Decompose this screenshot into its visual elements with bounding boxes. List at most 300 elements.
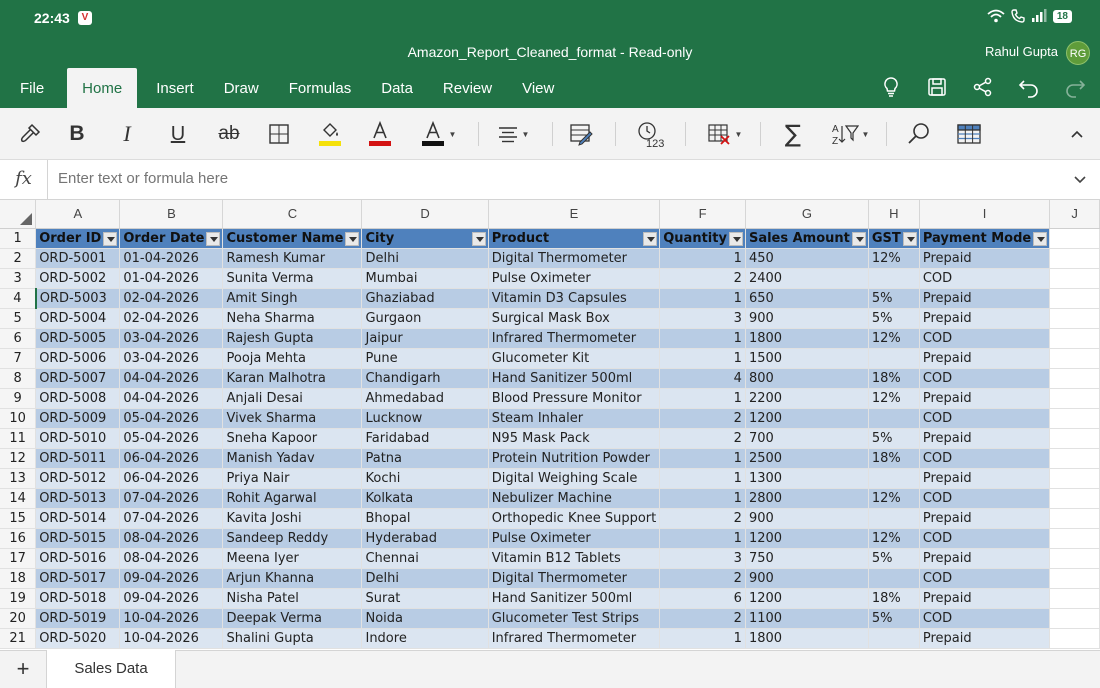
data-cell[interactable]: Deepak Verma bbox=[223, 608, 362, 628]
data-cell[interactable]: 1 bbox=[660, 528, 746, 548]
empty-cell[interactable] bbox=[1050, 488, 1100, 508]
data-cell[interactable] bbox=[868, 268, 919, 288]
spreadsheet-grid[interactable] bbox=[0, 200, 1100, 650]
table-row[interactable] bbox=[0, 368, 1100, 388]
data-cell[interactable] bbox=[868, 408, 919, 428]
data-cell[interactable]: 03-04-2026 bbox=[120, 348, 223, 368]
table-row[interactable] bbox=[0, 408, 1100, 428]
data-cell[interactable]: COD bbox=[919, 568, 1049, 588]
data-cell[interactable]: ORD-5002 bbox=[36, 268, 120, 288]
data-cell[interactable]: 650 bbox=[745, 288, 868, 308]
table-header-cell[interactable] bbox=[223, 228, 362, 248]
data-cell[interactable]: 01-04-2026 bbox=[120, 248, 223, 268]
data-cell[interactable]: Digital Thermometer bbox=[488, 248, 660, 268]
column-header-d[interactable]: D bbox=[362, 200, 488, 228]
empty-cell[interactable] bbox=[1050, 468, 1100, 488]
data-cell[interactable]: Surat bbox=[362, 588, 488, 608]
tab-home[interactable]: Home bbox=[67, 68, 137, 108]
data-cell[interactable]: Prepaid bbox=[919, 428, 1049, 448]
data-cell[interactable]: Sunita Verma bbox=[223, 268, 362, 288]
data-cell[interactable]: 12% bbox=[868, 248, 919, 268]
data-cell[interactable]: ORD-5001 bbox=[36, 248, 120, 268]
data-cell[interactable]: Patna bbox=[362, 448, 488, 468]
data-cell[interactable]: Sandeep Reddy bbox=[223, 528, 362, 548]
data-cell[interactable]: 1800 bbox=[745, 328, 868, 348]
data-cell[interactable]: Vitamin D3 Capsules bbox=[488, 288, 660, 308]
data-cell[interactable]: Prepaid bbox=[919, 308, 1049, 328]
empty-cell[interactable] bbox=[1050, 248, 1100, 268]
data-cell[interactable]: 1200 bbox=[745, 588, 868, 608]
chevron-down-icon[interactable] bbox=[1072, 171, 1088, 187]
data-cell[interactable]: Prepaid bbox=[919, 588, 1049, 608]
borders-icon[interactable] bbox=[266, 120, 292, 148]
table-row[interactable] bbox=[0, 288, 1100, 308]
empty-cell[interactable] bbox=[1050, 528, 1100, 548]
row-header[interactable]: 3 bbox=[0, 268, 36, 288]
data-cell[interactable]: ORD-5003 bbox=[36, 288, 120, 308]
row-header[interactable]: 10 bbox=[0, 408, 36, 428]
tab-view[interactable]: View bbox=[522, 80, 555, 97]
function-icon[interactable]: fx bbox=[0, 160, 48, 199]
data-cell[interactable]: 1300 bbox=[745, 468, 868, 488]
data-cell[interactable]: 1 bbox=[660, 388, 746, 408]
lightbulb-icon[interactable] bbox=[880, 76, 902, 98]
data-cell[interactable]: 12% bbox=[868, 488, 919, 508]
data-cell[interactable]: ORD-5014 bbox=[36, 508, 120, 528]
data-cell[interactable]: 2500 bbox=[745, 448, 868, 468]
data-cell[interactable]: Infrared Thermometer bbox=[488, 328, 660, 348]
data-cell[interactable]: 10-04-2026 bbox=[120, 608, 223, 628]
share-icon[interactable] bbox=[972, 76, 994, 98]
number-format-icon[interactable] bbox=[633, 120, 667, 148]
data-cell[interactable]: 12% bbox=[868, 528, 919, 548]
table-row[interactable] bbox=[0, 508, 1100, 528]
data-cell[interactable]: 09-04-2026 bbox=[120, 588, 223, 608]
empty-cell[interactable] bbox=[1050, 628, 1100, 648]
data-cell[interactable]: ORD-5012 bbox=[36, 468, 120, 488]
data-cell[interactable]: 10-04-2026 bbox=[120, 628, 223, 648]
tab-data[interactable]: Data bbox=[381, 80, 413, 97]
strikethrough-icon[interactable]: ab bbox=[218, 123, 240, 144]
data-cell[interactable] bbox=[868, 468, 919, 488]
data-cell[interactable]: 900 bbox=[745, 508, 868, 528]
column-header-a[interactable]: A bbox=[36, 200, 120, 228]
data-cell[interactable]: 02-04-2026 bbox=[120, 288, 223, 308]
underline-icon[interactable]: U bbox=[170, 122, 186, 145]
data-cell[interactable]: COD bbox=[919, 408, 1049, 428]
table-row[interactable] bbox=[0, 248, 1100, 268]
table-row[interactable] bbox=[0, 488, 1100, 508]
data-cell[interactable]: 12% bbox=[868, 388, 919, 408]
empty-cell[interactable] bbox=[1050, 388, 1100, 408]
empty-cell[interactable] bbox=[1050, 368, 1100, 388]
table-header-cell[interactable] bbox=[36, 228, 120, 248]
empty-cell[interactable] bbox=[1050, 508, 1100, 528]
data-cell[interactable]: Kochi bbox=[362, 468, 488, 488]
table-header-cell[interactable] bbox=[868, 228, 919, 248]
table-row[interactable] bbox=[0, 528, 1100, 548]
column-header-c[interactable]: C bbox=[223, 200, 362, 228]
row-header[interactable]: 1 bbox=[0, 228, 36, 248]
data-cell[interactable]: 1 bbox=[660, 348, 746, 368]
autosum-icon[interactable]: ∑ bbox=[784, 120, 802, 148]
data-cell[interactable]: Meena Iyer bbox=[223, 548, 362, 568]
data-cell[interactable]: Gurgaon bbox=[362, 308, 488, 328]
column-header-h[interactable]: H bbox=[868, 200, 919, 228]
row-header[interactable]: 7 bbox=[0, 348, 36, 368]
data-cell[interactable]: 900 bbox=[745, 308, 868, 328]
data-cell[interactable]: Steam Inhaler bbox=[488, 408, 660, 428]
data-cell[interactable]: ORD-5004 bbox=[36, 308, 120, 328]
data-cell[interactable]: 1200 bbox=[745, 408, 868, 428]
data-cell[interactable]: Digital Weighing Scale bbox=[488, 468, 660, 488]
data-cell[interactable]: ORD-5010 bbox=[36, 428, 120, 448]
filter-dropdown-icon[interactable] bbox=[852, 232, 866, 246]
empty-cell[interactable] bbox=[1050, 588, 1100, 608]
data-cell[interactable]: 2200 bbox=[745, 388, 868, 408]
data-cell[interactable]: ORD-5006 bbox=[36, 348, 120, 368]
data-cell[interactable]: 2 bbox=[660, 508, 746, 528]
align-icon[interactable] bbox=[493, 120, 533, 148]
column-header-b[interactable]: B bbox=[120, 200, 223, 228]
sheet-tab-sales-data[interactable]: Sales Data bbox=[46, 650, 176, 688]
data-cell[interactable]: 09-04-2026 bbox=[120, 568, 223, 588]
data-cell[interactable]: Chandigarh bbox=[362, 368, 488, 388]
data-cell[interactable]: 1800 bbox=[745, 628, 868, 648]
table-row[interactable] bbox=[0, 388, 1100, 408]
empty-cell[interactable] bbox=[1050, 228, 1100, 248]
row-header[interactable]: 15 bbox=[0, 508, 36, 528]
data-cell[interactable]: 1 bbox=[660, 328, 746, 348]
data-cell[interactable]: Noida bbox=[362, 608, 488, 628]
filter-dropdown-icon[interactable] bbox=[643, 232, 657, 246]
data-cell[interactable]: ORD-5017 bbox=[36, 568, 120, 588]
data-cell[interactable]: Glucometer Test Strips bbox=[488, 608, 660, 628]
data-cell[interactable]: Neha Sharma bbox=[223, 308, 362, 328]
save-icon[interactable] bbox=[926, 76, 948, 98]
data-cell[interactable]: Infrared Thermometer bbox=[488, 628, 660, 648]
format-painter-icon[interactable] bbox=[16, 120, 44, 148]
row-header[interactable]: 18 bbox=[0, 568, 36, 588]
table-icon[interactable] bbox=[955, 120, 983, 148]
formula-input[interactable] bbox=[58, 170, 1038, 187]
data-cell[interactable]: Faridabad bbox=[362, 428, 488, 448]
data-cell[interactable]: Surgical Mask Box bbox=[488, 308, 660, 328]
table-header-cell[interactable] bbox=[745, 228, 868, 248]
table-header-cell[interactable] bbox=[660, 228, 746, 248]
collapse-ribbon-icon[interactable] bbox=[1064, 120, 1090, 148]
redo-icon[interactable] bbox=[1064, 76, 1086, 98]
empty-cell[interactable] bbox=[1050, 348, 1100, 368]
filter-dropdown-icon[interactable] bbox=[729, 232, 743, 246]
data-cell[interactable]: 18% bbox=[868, 448, 919, 468]
data-cell[interactable]: Prepaid bbox=[919, 348, 1049, 368]
data-cell[interactable] bbox=[868, 508, 919, 528]
data-cell[interactable]: Hyderabad bbox=[362, 528, 488, 548]
column-header-f[interactable]: F bbox=[660, 200, 746, 228]
data-cell[interactable]: COD bbox=[919, 268, 1049, 288]
row-header[interactable]: 19 bbox=[0, 588, 36, 608]
data-cell[interactable]: 2 bbox=[660, 428, 746, 448]
data-cell[interactable]: COD bbox=[919, 488, 1049, 508]
data-cell[interactable]: Prepaid bbox=[919, 288, 1049, 308]
row-header[interactable]: 21 bbox=[0, 628, 36, 648]
table-row[interactable] bbox=[0, 468, 1100, 488]
bold-icon[interactable]: B bbox=[69, 122, 85, 145]
data-cell[interactable]: 3 bbox=[660, 548, 746, 568]
table-header-cell[interactable] bbox=[488, 228, 660, 248]
data-cell[interactable]: Orthopedic Knee Support bbox=[488, 508, 660, 528]
data-cell[interactable]: Bhopal bbox=[362, 508, 488, 528]
data-cell[interactable]: 5% bbox=[868, 548, 919, 568]
data-cell[interactable]: Pune bbox=[362, 348, 488, 368]
data-cell[interactable]: Lucknow bbox=[362, 408, 488, 428]
tab-review[interactable]: Review bbox=[442, 80, 493, 97]
data-cell[interactable]: 1200 bbox=[745, 528, 868, 548]
data-cell[interactable]: 5% bbox=[868, 288, 919, 308]
row-header[interactable]: 5 bbox=[0, 308, 36, 328]
data-cell[interactable]: Rohit Agarwal bbox=[223, 488, 362, 508]
data-cell[interactable]: 1 bbox=[660, 468, 746, 488]
table-header-cell[interactable] bbox=[919, 228, 1049, 248]
italic-icon[interactable]: I bbox=[123, 121, 131, 146]
data-cell[interactable]: COD bbox=[919, 368, 1049, 388]
data-cell[interactable]: 5% bbox=[868, 308, 919, 328]
data-cell[interactable]: Arjun Khanna bbox=[223, 568, 362, 588]
row-header[interactable]: 17 bbox=[0, 548, 36, 568]
data-cell[interactable]: 2 bbox=[660, 608, 746, 628]
row-header[interactable]: 12 bbox=[0, 448, 36, 468]
data-cell[interactable]: COD bbox=[919, 608, 1049, 628]
tab-formulas[interactable]: Formulas bbox=[288, 80, 352, 97]
data-cell[interactable]: Chennai bbox=[362, 548, 488, 568]
data-cell[interactable]: 08-04-2026 bbox=[120, 548, 223, 568]
select-all-corner[interactable] bbox=[0, 200, 36, 228]
data-cell[interactable]: Delhi bbox=[362, 248, 488, 268]
data-cell[interactable]: ORD-5020 bbox=[36, 628, 120, 648]
data-cell[interactable]: Karan Malhotra bbox=[223, 368, 362, 388]
data-cell[interactable]: Delhi bbox=[362, 568, 488, 588]
data-cell[interactable]: Vivek Sharma bbox=[223, 408, 362, 428]
data-cell[interactable]: Nebulizer Machine bbox=[488, 488, 660, 508]
data-cell[interactable]: 18% bbox=[868, 588, 919, 608]
column-header-e[interactable]: E bbox=[488, 200, 660, 228]
data-cell[interactable]: 2 bbox=[660, 268, 746, 288]
fill-color-icon[interactable] bbox=[316, 120, 344, 148]
data-cell[interactable]: 5% bbox=[868, 608, 919, 628]
data-cell[interactable]: Pulse Oximeter bbox=[488, 268, 660, 288]
data-cell[interactable]: COD bbox=[919, 328, 1049, 348]
data-cell[interactable]: 1 bbox=[660, 448, 746, 468]
data-cell[interactable]: Jaipur bbox=[362, 328, 488, 348]
data-cell[interactable] bbox=[868, 568, 919, 588]
data-cell[interactable]: ORD-5015 bbox=[36, 528, 120, 548]
data-cell[interactable]: ORD-5009 bbox=[36, 408, 120, 428]
data-cell[interactable]: 2 bbox=[660, 408, 746, 428]
data-cell[interactable]: ORD-5008 bbox=[36, 388, 120, 408]
data-cell[interactable]: 1500 bbox=[745, 348, 868, 368]
row-header[interactable]: 11 bbox=[0, 428, 36, 448]
data-cell[interactable]: Ramesh Kumar bbox=[223, 248, 362, 268]
data-cell[interactable]: ORD-5019 bbox=[36, 608, 120, 628]
empty-cell[interactable] bbox=[1050, 268, 1100, 288]
tab-insert[interactable]: Insert bbox=[156, 80, 194, 97]
filter-dropdown-icon[interactable] bbox=[472, 232, 486, 246]
data-cell[interactable]: COD bbox=[919, 528, 1049, 548]
table-row[interactable] bbox=[0, 268, 1100, 288]
empty-cell[interactable] bbox=[1050, 288, 1100, 308]
table-row[interactable] bbox=[0, 628, 1100, 648]
data-cell[interactable]: 06-04-2026 bbox=[120, 448, 223, 468]
data-cell[interactable]: Priya Nair bbox=[223, 468, 362, 488]
data-cell[interactable]: 1 bbox=[660, 248, 746, 268]
data-cell[interactable]: 700 bbox=[745, 428, 868, 448]
data-cell[interactable]: 2 bbox=[660, 568, 746, 588]
empty-cell[interactable] bbox=[1050, 568, 1100, 588]
data-cell[interactable]: Indore bbox=[362, 628, 488, 648]
data-cell[interactable]: 3 bbox=[660, 308, 746, 328]
data-cell[interactable]: 4 bbox=[660, 368, 746, 388]
empty-cell[interactable] bbox=[1050, 328, 1100, 348]
table-row[interactable] bbox=[0, 308, 1100, 328]
row-header[interactable]: 20 bbox=[0, 608, 36, 628]
data-cell[interactable]: 5% bbox=[868, 428, 919, 448]
column-header-g[interactable]: G bbox=[745, 200, 868, 228]
data-cell[interactable]: 02-04-2026 bbox=[120, 308, 223, 328]
data-cell[interactable]: Prepaid bbox=[919, 468, 1049, 488]
data-cell[interactable]: 6 bbox=[660, 588, 746, 608]
empty-cell[interactable] bbox=[1050, 608, 1100, 628]
data-cell[interactable]: Glucometer Kit bbox=[488, 348, 660, 368]
data-cell[interactable]: 12% bbox=[868, 328, 919, 348]
font-color-icon[interactable] bbox=[366, 120, 394, 148]
table-row[interactable] bbox=[0, 548, 1100, 568]
data-cell[interactable]: 07-04-2026 bbox=[120, 488, 223, 508]
data-cell[interactable]: Hand Sanitizer 500ml bbox=[488, 368, 660, 388]
data-cell[interactable]: 750 bbox=[745, 548, 868, 568]
avatar[interactable]: RG bbox=[1066, 41, 1090, 65]
data-cell[interactable]: ORD-5016 bbox=[36, 548, 120, 568]
row-header[interactable]: 6 bbox=[0, 328, 36, 348]
data-cell[interactable]: Manish Yadav bbox=[223, 448, 362, 468]
data-cell[interactable]: ORD-5007 bbox=[36, 368, 120, 388]
data-cell[interactable]: 08-04-2026 bbox=[120, 528, 223, 548]
data-cell[interactable]: 06-04-2026 bbox=[120, 468, 223, 488]
data-cell[interactable]: Amit Singh bbox=[223, 288, 362, 308]
data-cell[interactable]: Ahmedabad bbox=[362, 388, 488, 408]
data-cell[interactable]: 1 bbox=[660, 628, 746, 648]
data-cell[interactable]: 03-04-2026 bbox=[120, 328, 223, 348]
data-cell[interactable]: Prepaid bbox=[919, 248, 1049, 268]
empty-cell[interactable] bbox=[1050, 548, 1100, 568]
row-header[interactable]: 4 bbox=[0, 288, 36, 308]
data-cell[interactable]: COD bbox=[919, 448, 1049, 468]
data-cell[interactable]: 900 bbox=[745, 568, 868, 588]
data-cell[interactable]: Anjali Desai bbox=[223, 388, 362, 408]
data-cell[interactable] bbox=[868, 628, 919, 648]
filter-dropdown-icon[interactable] bbox=[206, 232, 220, 246]
filter-dropdown-icon[interactable] bbox=[903, 232, 917, 246]
row-header[interactable]: 16 bbox=[0, 528, 36, 548]
data-cell[interactable]: 2800 bbox=[745, 488, 868, 508]
data-cell[interactable]: 05-04-2026 bbox=[120, 428, 223, 448]
table-row[interactable] bbox=[0, 348, 1100, 368]
data-cell[interactable]: Prepaid bbox=[919, 388, 1049, 408]
table-row[interactable] bbox=[0, 568, 1100, 588]
data-cell[interactable]: 800 bbox=[745, 368, 868, 388]
data-cell[interactable]: Blood Pressure Monitor bbox=[488, 388, 660, 408]
table-header-cell[interactable] bbox=[120, 228, 223, 248]
row-header[interactable]: 2 bbox=[0, 248, 36, 268]
table-row[interactable] bbox=[0, 328, 1100, 348]
tab-file[interactable]: File bbox=[20, 80, 45, 97]
row-header[interactable]: 14 bbox=[0, 488, 36, 508]
data-cell[interactable]: 1100 bbox=[745, 608, 868, 628]
row-header[interactable]: 9 bbox=[0, 388, 36, 408]
data-cell[interactable]: Protein Nutrition Powder bbox=[488, 448, 660, 468]
add-sheet-button[interactable]: + bbox=[16, 656, 30, 681]
data-cell[interactable]: ORD-5005 bbox=[36, 328, 120, 348]
data-cell[interactable]: Pooja Mehta bbox=[223, 348, 362, 368]
filter-dropdown-icon[interactable] bbox=[103, 232, 117, 246]
empty-cell[interactable] bbox=[1050, 408, 1100, 428]
row-header[interactable]: 13 bbox=[0, 468, 36, 488]
filter-dropdown-icon[interactable] bbox=[1033, 232, 1047, 246]
data-cell[interactable]: Prepaid bbox=[919, 548, 1049, 568]
tab-draw[interactable]: Draw bbox=[223, 80, 259, 97]
table-row[interactable] bbox=[0, 588, 1100, 608]
sort-filter-icon[interactable] bbox=[828, 120, 872, 148]
find-icon[interactable] bbox=[905, 120, 933, 148]
table-row[interactable] bbox=[0, 448, 1100, 468]
table-row[interactable] bbox=[0, 428, 1100, 448]
data-cell[interactable]: Digital Thermometer bbox=[488, 568, 660, 588]
data-cell[interactable]: Prepaid bbox=[919, 508, 1049, 528]
empty-cell[interactable] bbox=[1050, 448, 1100, 468]
data-cell[interactable]: Vitamin B12 Tablets bbox=[488, 548, 660, 568]
data-cell[interactable]: Nisha Patel bbox=[223, 588, 362, 608]
text-color-icon[interactable] bbox=[416, 120, 460, 148]
data-cell[interactable]: 1 bbox=[660, 288, 746, 308]
data-cell[interactable]: N95 Mask Pack bbox=[488, 428, 660, 448]
data-cell[interactable]: 2400 bbox=[745, 268, 868, 288]
data-cell[interactable]: 450 bbox=[745, 248, 868, 268]
data-cell[interactable]: ORD-5011 bbox=[36, 448, 120, 468]
data-cell[interactable]: Rajesh Gupta bbox=[223, 328, 362, 348]
data-cell[interactable]: Sneha Kapoor bbox=[223, 428, 362, 448]
data-cell[interactable]: Pulse Oximeter bbox=[488, 528, 660, 548]
column-header-j[interactable]: J bbox=[1050, 200, 1100, 228]
data-cell[interactable]: 05-04-2026 bbox=[120, 408, 223, 428]
data-cell[interactable]: Mumbai bbox=[362, 268, 488, 288]
data-cell[interactable]: 1 bbox=[660, 488, 746, 508]
data-cell[interactable]: ORD-5018 bbox=[36, 588, 120, 608]
column-header-i[interactable]: I bbox=[919, 200, 1049, 228]
undo-icon[interactable] bbox=[1018, 76, 1040, 98]
row-header[interactable]: 8 bbox=[0, 368, 36, 388]
filter-dropdown-icon[interactable] bbox=[345, 232, 359, 246]
worksheet[interactable] bbox=[0, 200, 1100, 649]
data-cell[interactable]: Prepaid bbox=[919, 628, 1049, 648]
data-cell[interactable]: 04-04-2026 bbox=[120, 388, 223, 408]
table-header-cell[interactable] bbox=[362, 228, 488, 248]
data-cell[interactable]: Hand Sanitizer 500ml bbox=[488, 588, 660, 608]
empty-cell[interactable] bbox=[1050, 308, 1100, 328]
data-cell[interactable]: 04-04-2026 bbox=[120, 368, 223, 388]
data-cell[interactable]: Kavita Joshi bbox=[223, 508, 362, 528]
data-cell[interactable]: 07-04-2026 bbox=[120, 508, 223, 528]
table-row[interactable] bbox=[0, 608, 1100, 628]
